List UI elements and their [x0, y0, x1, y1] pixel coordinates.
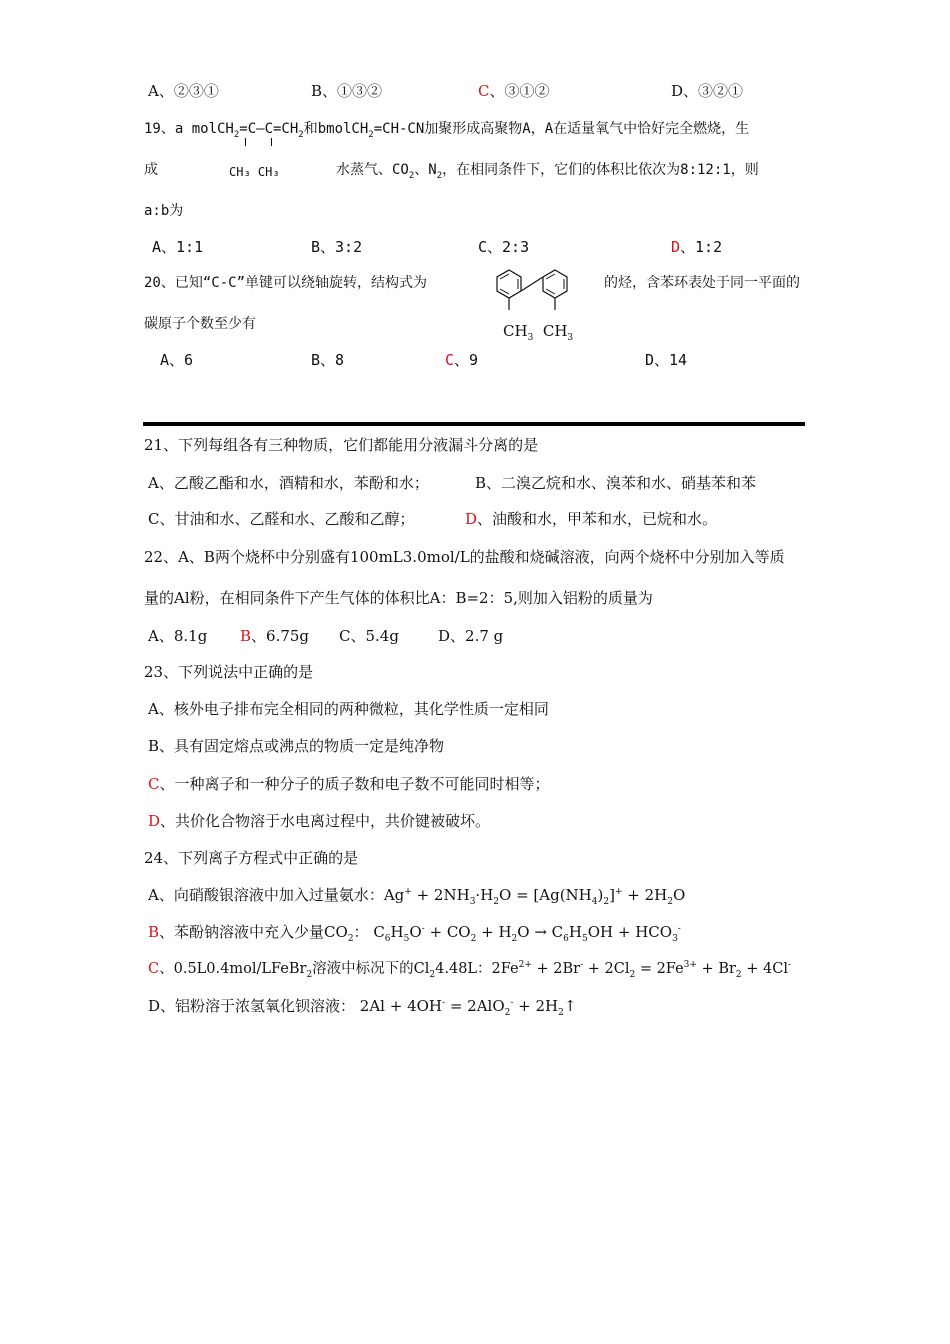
biphenyl-structure-diagram [488, 264, 588, 314]
q23-option-a: A、核外电子排布完全相同的两种微粒，其化学性质一定相同 [148, 700, 549, 718]
option-letter: D [671, 82, 684, 100]
q22-option-d: D、2.7 g [438, 627, 504, 645]
q19-stem-line2-start: 成 [144, 162, 158, 178]
answer-letter: B [240, 627, 252, 645]
q23-option-b: B、具有固定熔点或沸点的物质一定是纯净物 [148, 737, 445, 755]
option-text: 、②③① [158, 82, 219, 100]
q20-option-c: C、9 [445, 351, 479, 369]
q21-stem: 21、下列每组各有三种物质，它们都能用分液漏斗分离的是 [144, 436, 539, 454]
q24-option-a: A、向硝酸银溶液中加入过量氨水：$Ag^+ + 2NH_3\cdot H_2O = [Ag(NH_4)_2]^+ + 2H_2O$ [148, 886, 686, 907]
q20-option-b: B、8 [311, 351, 345, 369]
answer-letter: C [445, 351, 455, 369]
q22-option-c: C、5.4g [339, 627, 399, 645]
q21-option-b: B、二溴乙烷和水、溴苯和水、硝基苯和苯 [475, 474, 757, 492]
answer-letter: B [148, 923, 160, 941]
q22-option-b: B、6.75g [240, 627, 310, 645]
q24-stem: 24、下列离子方程式中正确的是 [144, 849, 359, 867]
q20-stem-line2: 碳原子个数至少有 [144, 316, 256, 332]
q20-ch3-labels: $CH_3$ $CH_3$ [503, 322, 574, 343]
q20-stem-line1: 20、已知“C-C”单键可以绕轴旋转，结构式为 [144, 275, 427, 291]
answer-letter: D [465, 510, 478, 528]
q22-stem-line1: 22、A、B两个烧杯中分别盛有100mL3.0mol/L的盐酸和烧碱溶液，向两个烧杯中分别加入等质 [144, 548, 785, 566]
bond-tick [271, 138, 272, 146]
answer-letter: D [671, 238, 681, 256]
q19-ch3-labels: CH₃ CH₃ [229, 165, 280, 179]
section-divider [143, 422, 805, 426]
q20-stem-line1-after: 的烃，含苯环表处于同一平面的 [604, 275, 800, 291]
q18-option-b [311, 82, 382, 100]
option-text: 、①③② [322, 82, 383, 100]
q19-option-d: D、1:2 [671, 238, 723, 256]
answer-letter: C [148, 961, 160, 977]
option-letter: B [311, 82, 323, 100]
q18-option-c [478, 82, 550, 100]
q20-option-a: A、6 [160, 351, 194, 369]
answer-letter: D [148, 812, 161, 830]
up-arrow-icon: ↑ [563, 997, 577, 1015]
q19-stem-line1: 19、a $molCH_2=C—C=CH_2$和bmolCH$_2$=CH-CN加聚形成高聚物A，A在适量氧气中恰好完全燃烧，生 [144, 121, 750, 140]
q19-option-b: B、3:2 [311, 238, 363, 256]
option-text: 、③①② [489, 82, 550, 100]
q23-option-c: C、一种离子和一种分子的质子数和电子数不可能同时相等； [148, 775, 550, 793]
answer-letter: C [478, 82, 490, 100]
q21-option-d: D、油酸和水，甲苯和水，已烷和水。 [465, 510, 718, 528]
q22-stem-line2: 量的Al粉，在相同条件下产生气体的体积比A：B=2：5,则加入铝粉的质量为 [144, 589, 653, 607]
q19-option-c: C、2:3 [478, 238, 530, 256]
q21-option-a: A、乙酸乙酯和水，酒精和水，苯酚和水； [148, 474, 429, 492]
c-c-single-bond [521, 277, 543, 291]
q18-option-d [671, 82, 743, 100]
q23-stem: 23、下列说法中正确的是 [144, 663, 314, 681]
option-text: 、③②① [683, 82, 744, 100]
q19-stem-line2-rest: 水蒸气、$CO_2$、$N_2$，在相同条件下，它们的体积比依次为8:12:1，则 [336, 162, 759, 181]
answer-letter: C [148, 775, 160, 793]
q24-option-c: C、0.5L0.4mol/LFeBr$_2$溶液中标况下的$Cl_24.48L$：$2Fe^{2+} + 2Br^- + 2Cl_2 = 2Fe^{3+} + Br_2 + 4Cl^-$ [148, 960, 792, 980]
q24-option-d: D、铝粉溶于浓氢氧化钡溶液： $2Al + 4OH^- = 2AlO_2^- + 2H_2↑$ [148, 997, 577, 1018]
q19-stem-line3: a:b为 [144, 203, 184, 219]
bond-tick [245, 138, 246, 146]
q23-option-d: D、共价化合物溶于水电离过程中，共价键被破坏。 [148, 812, 491, 830]
q24-option-b: B、苯酚钠溶液中充入少量$CO_2$： $C_6H_5O^- + CO_2 + H_2O \to C_6H_5OH + HCO_3^-$ [148, 923, 681, 944]
q21-option-c: C、甘油和水、乙醛和水、乙酸和乙醇； [148, 510, 415, 528]
option-letter: A [148, 82, 159, 100]
q18-option-a [148, 82, 219, 100]
q20-option-d: D、14 [645, 351, 688, 369]
q22-option-a: A、8.1g [148, 627, 208, 645]
q19-option-a: A、1:1 [152, 238, 204, 256]
